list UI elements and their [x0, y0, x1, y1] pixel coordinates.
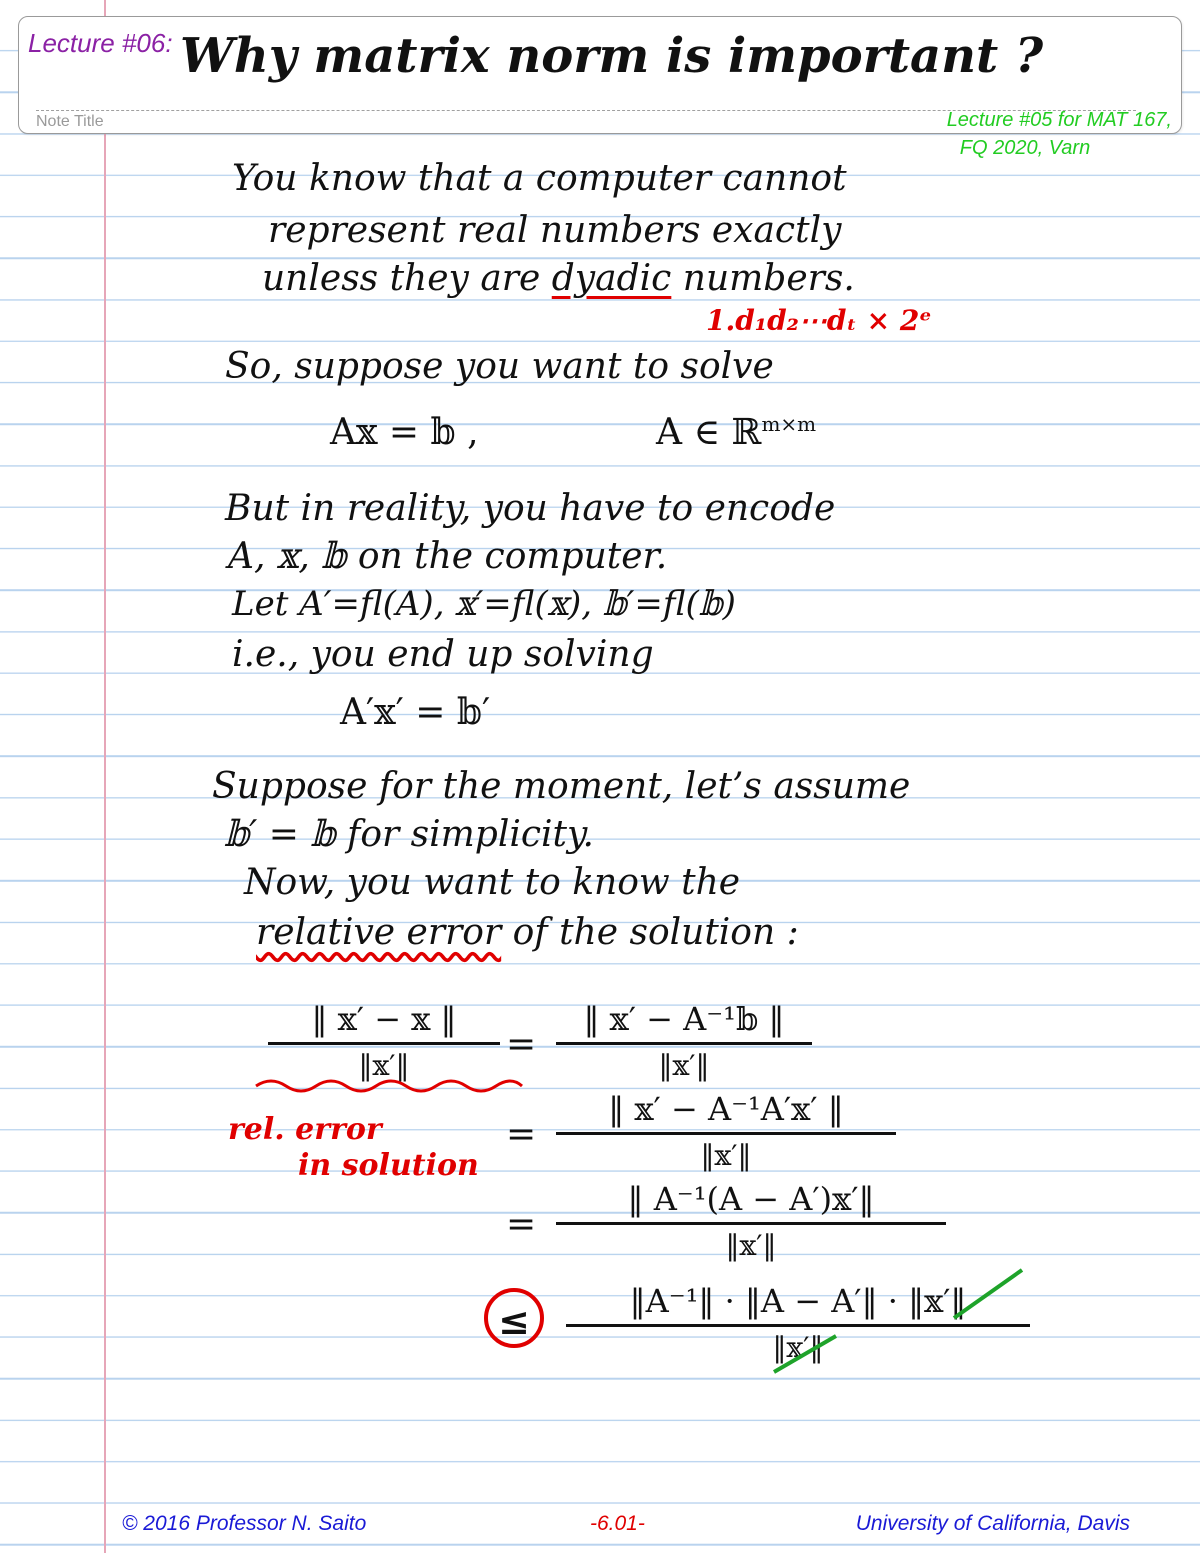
equals-sign-1: =: [506, 1024, 537, 1065]
fraction-numerator: ‖ 𝕩′ − A⁻¹𝕓 ‖: [556, 1000, 812, 1045]
fraction-step-3: [556, 1090, 896, 1172]
rel-error-note-line1: rel. error: [228, 1112, 382, 1147]
equals-sign-2: =: [506, 1114, 537, 1155]
text-numbers: numbers.: [682, 258, 855, 299]
text-line-5: But in reality, you have to encode: [225, 488, 836, 529]
fraction-denominator: ‖𝕩′‖: [725, 1229, 777, 1262]
text-unless-they-are: unless they are: [262, 258, 541, 299]
course-note-line2: FQ 2020, Varn: [959, 137, 1091, 159]
text-line-6: A, 𝕩, 𝕓 on the computer.: [228, 536, 668, 577]
footer-copyright: © 2016 Professor N. Saito: [122, 1512, 367, 1535]
dyadic-annotation: 1.d₁d₂⋯dₜ × 2ᵉ: [706, 304, 932, 337]
text-line-9: Suppose for the moment, let’s assume: [212, 766, 911, 807]
text-line-3: [262, 258, 855, 299]
relative-error-phrase: relative error: [256, 912, 502, 953]
text-line-8: i.e., you end up solving: [232, 634, 654, 675]
equation-perturbed-system: A′𝕩′ = 𝕓′: [340, 692, 491, 733]
course-note: [870, 106, 1180, 162]
dyadic-word: dyadic: [551, 258, 672, 299]
rel-error-note-line2: in solution: [298, 1148, 479, 1183]
fraction-denominator: ‖𝕩′‖: [358, 1049, 410, 1082]
note-title: Note Title: [36, 113, 104, 130]
fraction-denominator: ‖𝕩′‖: [658, 1049, 710, 1082]
page-title: Why matrix norm is important ?: [180, 28, 1044, 84]
relative-error-wavy-underline: [254, 1074, 524, 1096]
fraction-numerator: ‖ 𝕩′ − 𝕩 ‖: [268, 1000, 500, 1045]
text-line-4: So, suppose you want to solve: [225, 346, 774, 387]
fraction-step-4: [556, 1180, 946, 1262]
text-line-10: 𝕓′ = 𝕓 for simplicity.: [224, 814, 595, 855]
text-line-11: Now, you want to know the: [244, 862, 741, 903]
cancel-mark-numerator: [948, 1264, 1028, 1324]
text-line-7: Let A′=fl(A), 𝕩′=fl(𝕩), 𝕓′=fl(𝕓): [232, 584, 736, 624]
equation-a-in-r: [656, 412, 816, 453]
dimension-superscript: m×m: [761, 412, 817, 436]
fraction-relative-error: [268, 1000, 500, 1082]
equals-sign-3: =: [506, 1204, 537, 1245]
cancel-mark-denominator: [770, 1330, 840, 1376]
equation-ax-b: A𝕩 = 𝕓 ,: [330, 412, 479, 453]
notebook-margin-line: [104, 0, 106, 1553]
text-line-12: [256, 912, 799, 953]
a-in-r-text: A ∈ ℝ: [656, 412, 762, 453]
text-line-1: You know that a computer cannot: [232, 158, 847, 199]
fraction-denominator: ‖𝕩′‖: [700, 1139, 752, 1172]
course-note-line1: Lecture #05 for MAT 167,: [946, 109, 1172, 131]
text-line-2: represent real numbers exactly: [268, 210, 842, 251]
fraction-numerator: ‖ A⁻¹(A − A′)𝕩′‖: [556, 1180, 946, 1225]
leq-circled: ≤: [484, 1288, 544, 1348]
fraction-denominator: ‖𝕩′‖: [772, 1331, 824, 1364]
footer-institution: University of California, Davis: [855, 1512, 1130, 1535]
footer-page-number: -6.01-: [590, 1512, 645, 1535]
fraction-numerator: ‖ 𝕩′ − A⁻¹A′𝕩′ ‖: [556, 1090, 896, 1135]
lecture-label: Lecture #06:: [28, 28, 173, 58]
text-of-the-solution: of the solution :: [512, 912, 799, 953]
fraction-numerator: ‖A⁻¹‖ · ‖A − A′‖ · ‖𝕩′‖: [566, 1282, 1030, 1327]
fraction-step-2: [556, 1000, 812, 1082]
